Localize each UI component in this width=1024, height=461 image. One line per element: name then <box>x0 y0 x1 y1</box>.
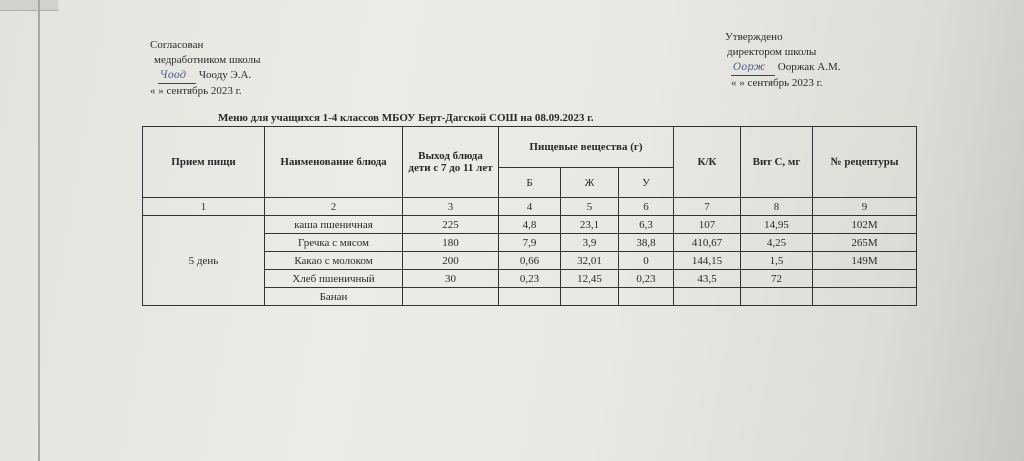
header-portion: Выход блюда дети с 7 до 11 лет <box>403 127 499 198</box>
fat-cell: 12,45 <box>561 270 619 288</box>
col-number: 4 <box>499 198 561 216</box>
protein-cell: 7,9 <box>499 234 561 252</box>
header-meal: Прием пищи <box>143 127 265 198</box>
recipe-cell <box>813 288 917 306</box>
table-row <box>143 216 917 234</box>
kcal-cell <box>674 288 741 306</box>
dish-name: Какао с молоком <box>265 252 403 270</box>
kcal-cell: 43,5 <box>674 270 741 288</box>
dish-name: каша пшеничная <box>265 216 403 234</box>
approval-right-line2: директором школы <box>727 46 817 58</box>
vitc-cell: 4,25 <box>741 234 813 252</box>
recipe-cell <box>813 270 917 288</box>
portion-cell <box>403 288 499 306</box>
kcal-cell: 144,15 <box>674 252 741 270</box>
col-number: 1 <box>143 198 265 216</box>
dish-name: Хлеб пшеничный <box>265 270 403 288</box>
approval-left-sign-line <box>150 68 261 84</box>
carb-cell: 6,3 <box>619 216 674 234</box>
header-u: У <box>619 168 674 198</box>
approval-block-right <box>725 30 841 91</box>
col-number: 9 <box>813 198 917 216</box>
col-number: 8 <box>741 198 813 216</box>
fat-cell <box>561 288 619 306</box>
column-number-row <box>143 198 917 216</box>
portion-cell: 30 <box>403 270 499 288</box>
approval-block-left <box>150 38 261 99</box>
header-vitc: Вит С, мг <box>741 127 813 198</box>
fat-cell: 23,1 <box>561 216 619 234</box>
col-number: 6 <box>619 198 674 216</box>
approval-right-sign-line <box>725 60 841 76</box>
menu-title: Меню для учащихся 1-4 классов МБОУ Берт-Дагской СОШ на 08.09.2023 г. <box>218 112 594 124</box>
approval-left-line2: медработником школы <box>154 54 261 66</box>
menu-table <box>142 126 917 306</box>
vitc-cell: 72 <box>741 270 813 288</box>
day-cell: 5 день <box>143 216 265 306</box>
recipe-cell: 265М <box>813 234 917 252</box>
approval-right-date: « » сентябрь 2023 г. <box>731 77 823 89</box>
col-number: 2 <box>265 198 403 216</box>
vitc-cell <box>741 288 813 306</box>
recipe-cell: 102М <box>813 216 917 234</box>
carb-cell: 0 <box>619 252 674 270</box>
vitc-cell: 1,5 <box>741 252 813 270</box>
portion-cell: 225 <box>403 216 499 234</box>
header-dish: Наименование блюда <box>265 127 403 198</box>
approval-left-date: « » сентябрь 2023 г. <box>150 85 242 97</box>
signature-right: Оорж <box>731 60 775 76</box>
header-b: Б <box>499 168 561 198</box>
col-number: 3 <box>403 198 499 216</box>
protein-cell: 4,8 <box>499 216 561 234</box>
carb-cell: 0,23 <box>619 270 674 288</box>
portion-cell: 180 <box>403 234 499 252</box>
protein-cell: 0,66 <box>499 252 561 270</box>
binder-edge <box>38 0 40 461</box>
dish-name: Гречка с мясом <box>265 234 403 252</box>
recipe-cell: 149М <box>813 252 917 270</box>
kcal-cell: 107 <box>674 216 741 234</box>
header-recipe: № рецептуры <box>813 127 917 198</box>
fat-cell: 3,9 <box>561 234 619 252</box>
header-nutrients: Пищевые вещества (г) <box>499 127 674 168</box>
vitc-cell: 14,95 <box>741 216 813 234</box>
dish-name: Банан <box>265 288 403 306</box>
protein-cell <box>499 288 561 306</box>
binder-clip <box>0 0 58 11</box>
carb-cell <box>619 288 674 306</box>
col-number: 5 <box>561 198 619 216</box>
kcal-cell: 410,67 <box>674 234 741 252</box>
approval-right-name: Ооржак А.М. <box>777 61 841 73</box>
signature-left: Чоод <box>158 68 196 84</box>
approval-left-line1: Согласован <box>150 39 204 51</box>
approval-left-name: Чооду Э.А. <box>198 69 252 81</box>
fat-cell: 32,01 <box>561 252 619 270</box>
header-row <box>143 127 917 168</box>
approval-right-line1: Утверждено <box>725 31 783 43</box>
header-kk: К/К <box>674 127 741 198</box>
header-zh: Ж <box>561 168 619 198</box>
col-number: 7 <box>674 198 741 216</box>
protein-cell: 0,23 <box>499 270 561 288</box>
carb-cell: 38,8 <box>619 234 674 252</box>
portion-cell: 200 <box>403 252 499 270</box>
